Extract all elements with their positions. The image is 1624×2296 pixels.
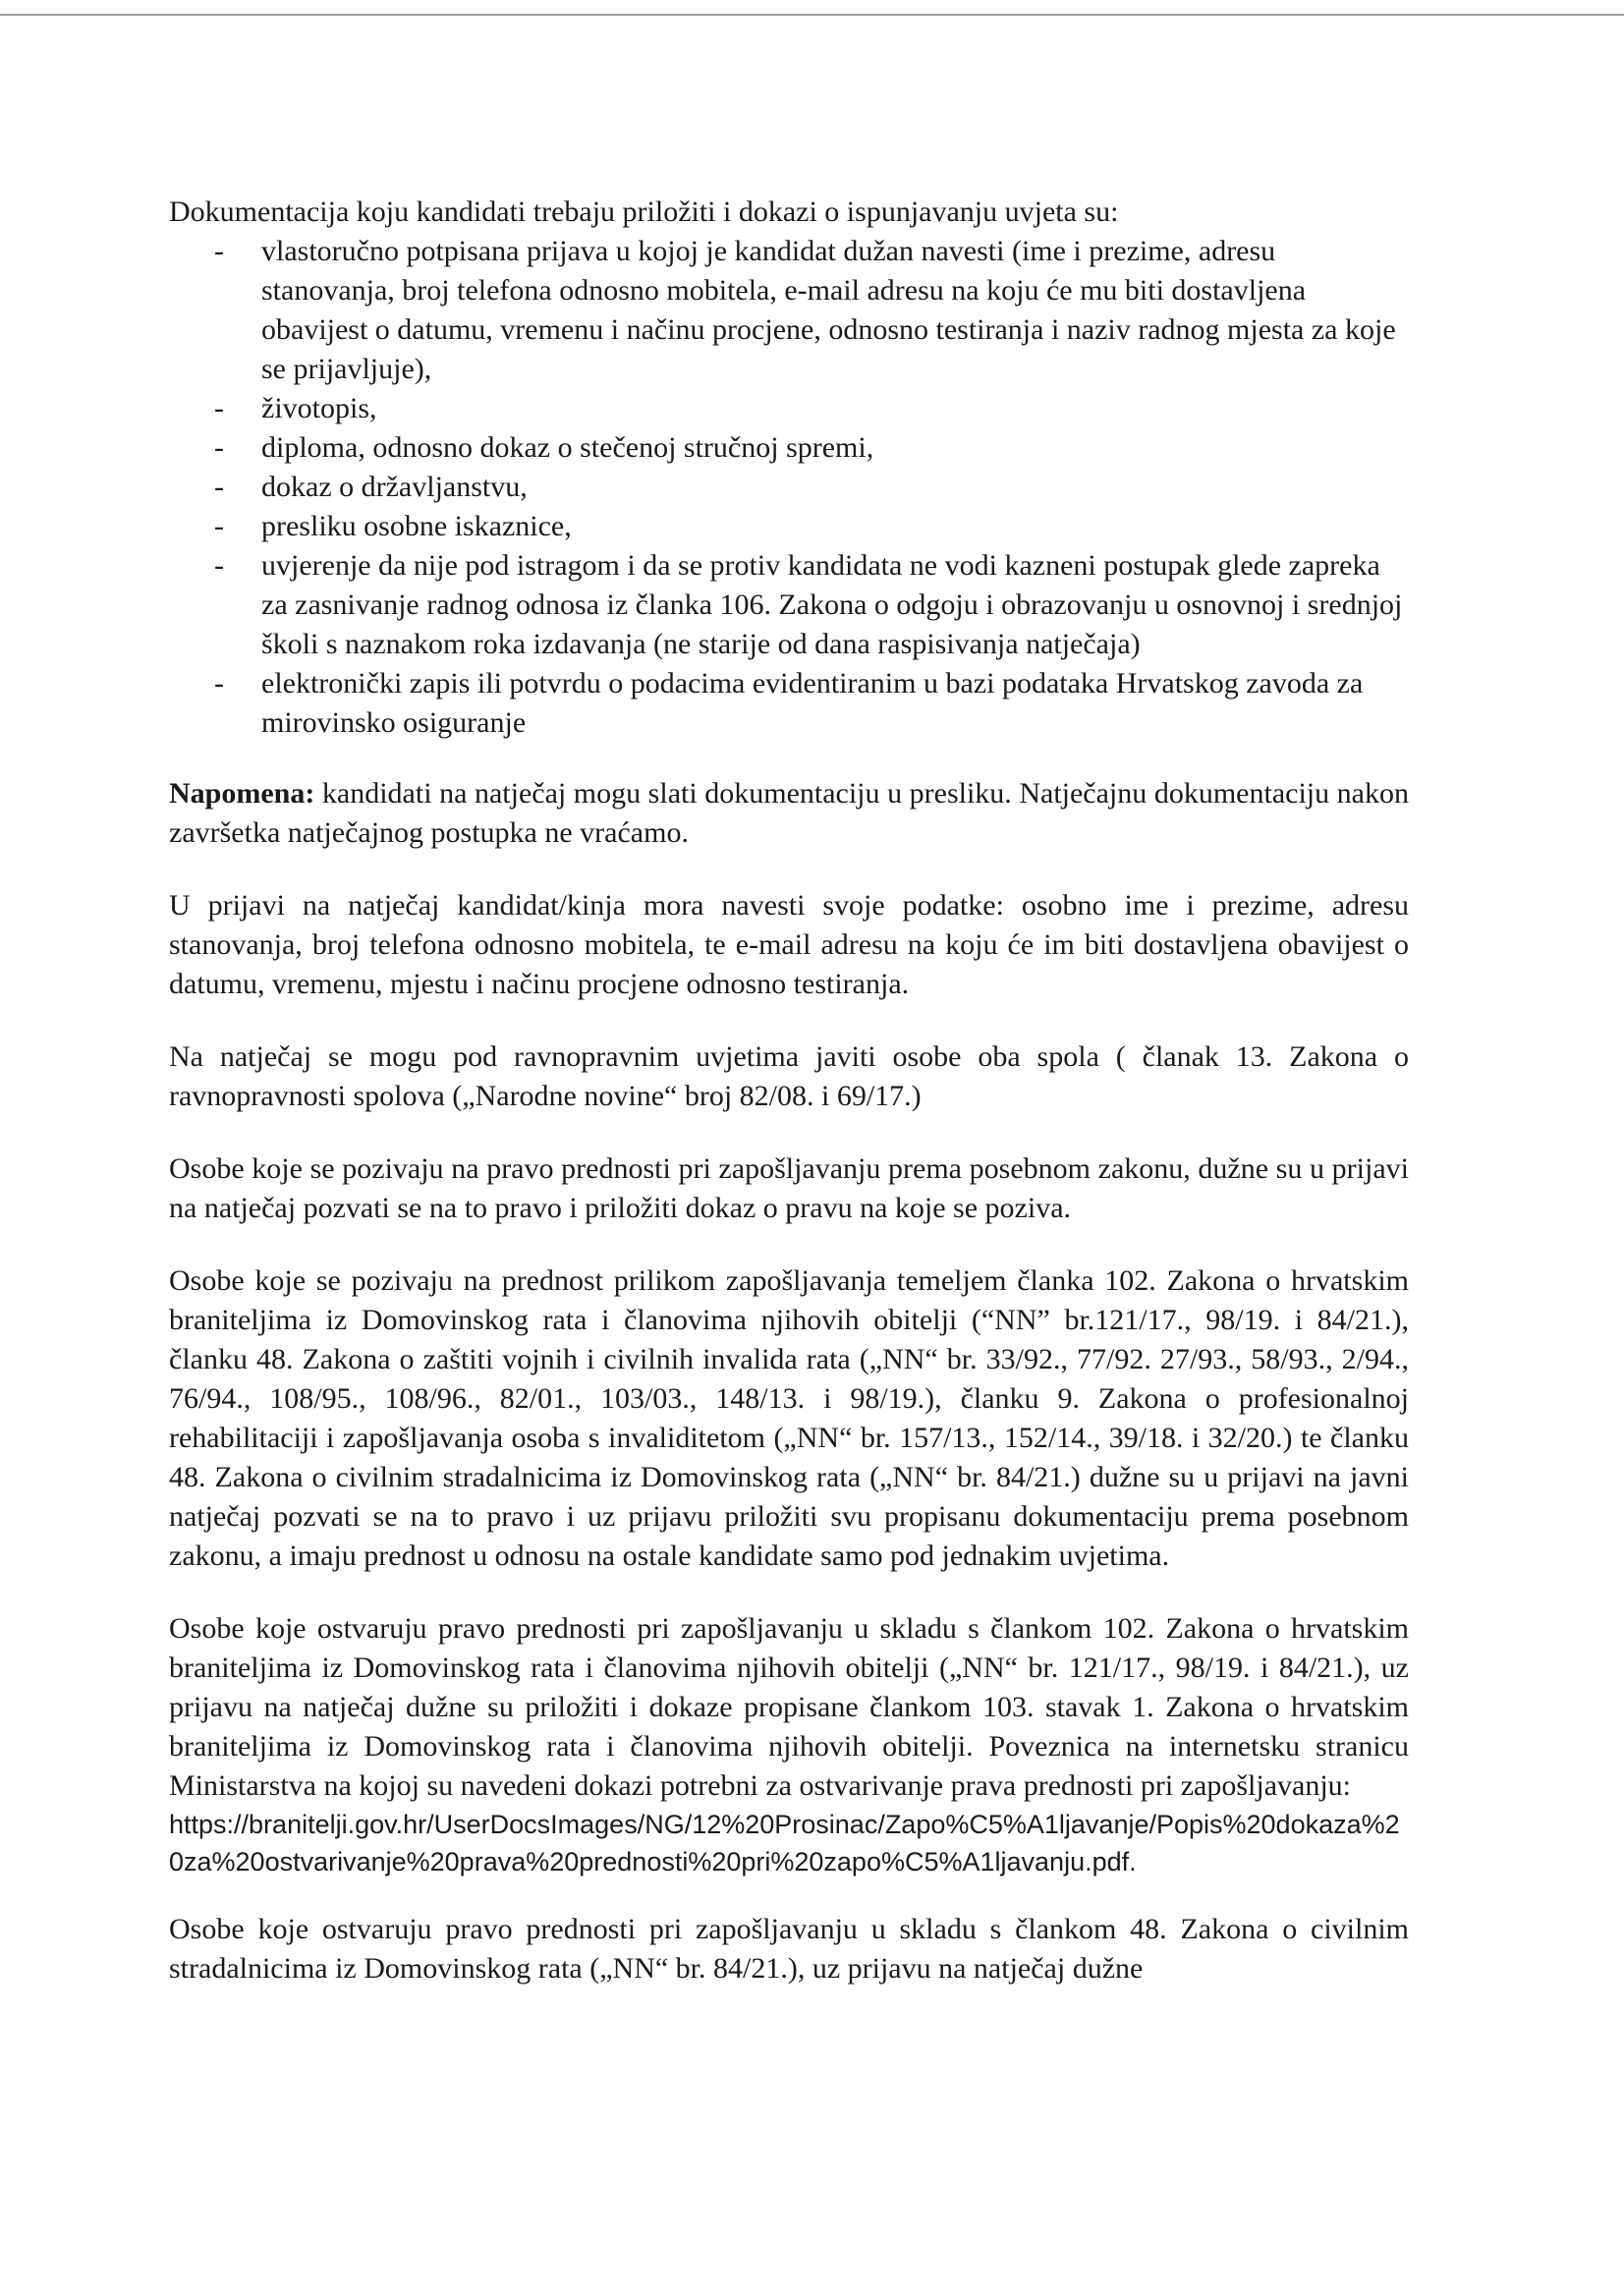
note-paragraph <box>169 774 1409 853</box>
article-48-paragraph: Osobe koje ostvaruju pravo prednosti pri zapošljavanju u skladu s člankom 48. Zakona o civilnim stradalnicima iz Domovinskog rata („NN“ br. 84/21.), uz prijavu na natječaj dužne <box>169 1913 1409 1985</box>
application-paragraph: U prijavi na natječaj kandidat/kinja mora navesti svoje podatke: osobno ime i prezime, adresu stanovanja, broj telefona odnosno mobitela, te e-mail adresu na koju će im biti dostavljena obavijest o datumu, vremenu, mjestu i načinu procjene odnosno testiranja. <box>169 889 1409 1000</box>
list-item: - vlastoručno potpisana prijava u kojoj je kandidat dužan navesti (ime i prezime, adresu stanovanja, broj telefona odnosno mobitela, e-mail adresu na koju će mu biti dostavljena obavijest o datumu, vremenu i načinu procjene, odnosno testiranja i naziv radnog mjesta za koje se prijavljuje), <box>169 232 1409 389</box>
list-item: - dokaz o državljanstvu, <box>169 468 1409 507</box>
priority-paragraph: Osobe koje se pozivaju na pravo prednosti pri zapošljavanju prema posebnom zakonu, dužne su u prijavi na natječaj pozvati se na to pravo i priložiti dokaz o pravu na koje se poziva. <box>169 1152 1409 1224</box>
documentation-intro: Dokumentacija koju kandidati trebaju priložiti i dokazi o ispunjavanju uvjeta su: <box>169 196 1119 228</box>
article-102-paragraph: Osobe koje ostvaruju pravo prednosti pri zapošljavanju u skladu s člankom 102. Zakona o hrvatskim braniteljima iz Domovinskog rata i članovima njihovih obitelji („NN“ br. 121/17., 98/19. i 84/21.), uz prijavu na natječaj dužne su priložiti i dokaze propisane člankom 103. stavak 1. Zakona o hrvatskim braniteljima iz Domovinskog rata i članovima njihovih obitelji. Poveznica na internetsku stranicu Ministarstva na kojoj su navedeni dokazi potrebni za ostvarivanje prava prednosti pri zapošljavanju: <box>169 1612 1409 1802</box>
list-item: - presliku osobne iskaznice, <box>169 507 1409 546</box>
required-documents-list <box>169 232 1409 743</box>
list-item: - diploma, odnosno dokaz o stečenoj stručnoj spremi, <box>169 428 1409 468</box>
veterans-paragraph: Osobe koje se pozivaju na prednost prilikom zapošljavanja temeljem članka 102. Zakona o hrvatskim braniteljima iz Domovinskog rata i članovima njihovih obitelji (“NN” br.121/17., 98/19. i 84/21.), članku 48. Zakona o zaštiti vojnih i civilnih invalida rata („NN“ br. 33/92., 77/92. 27/93., 58/93., 2/94., 76/94., 108/95., 108/96., 82/01., 103/03., 148/13. i 98/19.), članku 9. Zakona o profesionalnoj rehabilitaciji i zapošljavanja osoba s invaliditetom („NN“ br. 157/13., 152/14., 39/18. i 32/20.) te članku 48. Zakona o civilnim stradalnicima iz Domovinskog rata („NN“ br. 84/21.) dužne su u prijavi na javni natječaj pozvati se na to pravo i uz prijavu priložiti svu propisanu dokumentaciju prema posebnom zakonu, a imaju prednost u odnosu na ostale kandidate samo pod jednakim uvjetima. <box>169 1264 1409 1572</box>
document-page <box>169 193 1409 1988</box>
note-label: Napomena: <box>169 777 315 810</box>
equality-paragraph: Na natječaj se mogu pod ravnopravnim uvjetima javiti osobe oba spola ( članak 13. Zakona o ravnopravnosti spolova („Narodne novine“ broj 82/08. i 69/17.) <box>169 1040 1409 1112</box>
scan-top-edge <box>0 14 1624 16</box>
list-item: - elektronički zapis ili potvrdu o podacima evidentiranim u bazi podataka Hrvatskog zavoda za mirovinsko osiguranje <box>169 664 1409 743</box>
list-item: - životopis, <box>169 389 1409 428</box>
note-text: kandidati na natječaj mogu slati dokumentaciju u presliku. Natječajnu dokumentaciju nakon završetka natječajnog postupka ne vraćamo. <box>169 777 1409 849</box>
ministry-link[interactable]: https://branitelji.gov.hr/UserDocsImages/NG/12%20Prosinac/Zapo%C5%A1ljavanje/Popis%20dokaza%20za%20ostvarivanje%20prava%20prednosti%20pri%20zapo%C5%A1ljavanju.pdf. <box>169 1810 1400 1876</box>
list-item: - uvjerenje da nije pod istragom i da se protiv kandidata ne vodi kazneni postupak glede zapreka za zasnivanje radnog odnosa iz članka 106. Zakona o odgoju i obrazovanju u osnovnoj i srednjoj školi s naznakom roka izdavanja (ne starije od dana raspisivanja natječaja) <box>169 546 1409 664</box>
